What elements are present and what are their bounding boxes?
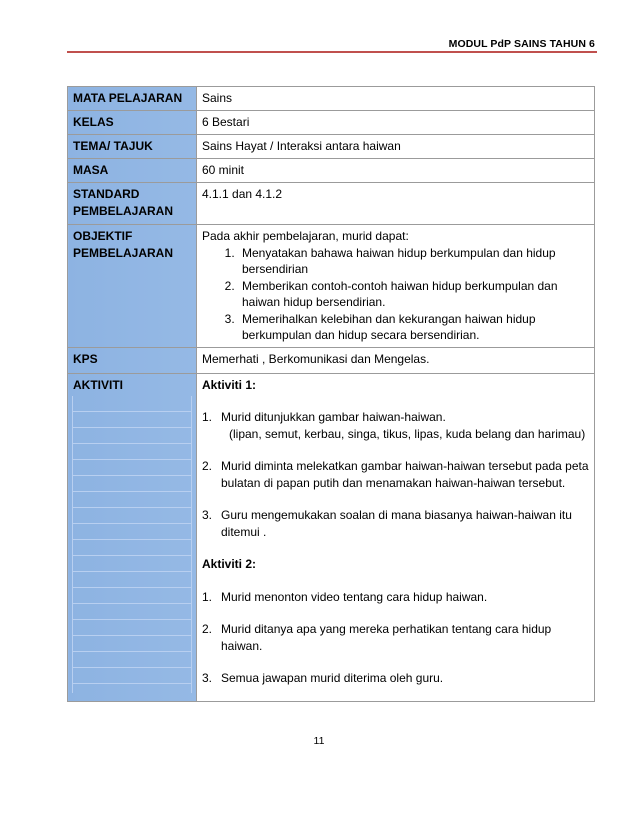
label-mata-pelajaran: MATA PELAJARAN — [68, 87, 197, 111]
table-row-mata-pelajaran — [68, 87, 595, 111]
objektif-item: 2. Memberikan contoh-contoh haiwan hidup berkumpulan dan haiwan hidup bersendirian. — [238, 278, 589, 311]
aktiviti-2-item — [202, 670, 589, 687]
label-aktiviti-cell — [68, 373, 197, 701]
lesson-plan-table — [67, 86, 595, 702]
aktiviti-2-item — [202, 621, 589, 654]
value-kelas: 6 Bestari — [197, 111, 595, 135]
table-row-kps — [68, 347, 595, 373]
aktiviti-2-item — [202, 589, 589, 606]
value-aktiviti — [197, 373, 595, 701]
label-aktiviti: AKTIVITI — [73, 377, 123, 392]
item-number: 1. — [202, 589, 213, 604]
aktiviti-1-item — [202, 409, 589, 442]
item-text: Murid menonton video tentang cara hidup haiwan. — [221, 589, 488, 604]
table-row-objektif — [68, 225, 595, 348]
objektif-list — [202, 245, 589, 344]
item-number: 2. — [202, 622, 213, 636]
item-number: 3. — [202, 508, 213, 522]
label-cell-ruling — [72, 396, 192, 693]
item-number: 1. — [202, 410, 213, 424]
aktiviti-1-title: Aktiviti 1: — [202, 377, 257, 392]
label-masa: MASA — [68, 159, 197, 183]
value-masa: 60 minit — [197, 159, 595, 183]
label-standard-line1: STANDARD — [73, 187, 140, 201]
value-objektif — [197, 225, 595, 348]
item-text: Murid diminta melekatkan gambar haiwan-haiwan tersebut pada peta bulatan di papan putih dan menamakan haiwan-haiwan tersebut. — [221, 459, 589, 490]
value-kps: Memerhati , Berkomunikasi dan Mengelas. — [197, 347, 595, 373]
table-row-kelas — [68, 111, 595, 135]
objektif-item: 3. Memerihalkan kelebihan dan kekurangan haiwan hidup berkumpulan dan hidup secara bersendirian. — [238, 311, 589, 344]
label-objektif-line2: PEMBELAJARAN — [73, 245, 174, 260]
table-row-masa — [68, 159, 595, 183]
label-kps: KPS — [68, 347, 197, 373]
label-kelas: KELAS — [68, 111, 197, 135]
item-text: Semua jawapan murid diterima oleh guru. — [221, 671, 444, 685]
aktiviti-1-item — [202, 507, 589, 540]
objektif-intro: Pada akhir pembelajaran, murid dapat: — [202, 229, 409, 243]
label-tema: TEMA/ TAJUK — [68, 135, 197, 159]
table-row-aktiviti — [68, 373, 595, 701]
item-text: Murid ditunjukkan gambar haiwan-haiwan. — [221, 410, 446, 424]
item-number: 3. — [202, 671, 213, 685]
page-number: 11 — [313, 735, 325, 747]
label-objektif — [68, 225, 197, 348]
label-objektif-line1: OBJEKTIF — [73, 229, 133, 243]
module-header-title: MODUL PdP SAINS TAHUN 6 — [448, 38, 595, 50]
table-row-standard — [68, 183, 595, 225]
value-standard: 4.1.1 dan 4.1.2 — [197, 183, 595, 225]
item-subtext: (lipan, semut, kerbau, singa, tikus, lipas, kuda belang dan harimau) — [229, 426, 586, 441]
item-number: 2. — [202, 459, 213, 473]
value-tema: Sains Hayat / Interaksi antara haiwan — [197, 135, 595, 159]
label-standard — [68, 183, 197, 225]
objektif-item: 1. Menyatakan bahawa haiwan hidup berkumpulan dan hidup bersendirian — [238, 245, 589, 278]
header-rule — [67, 51, 597, 53]
table-row-tema — [68, 135, 595, 159]
item-text: Murid ditanya apa yang mereka perhatikan tentang cara hidup haiwan. — [221, 622, 552, 653]
label-standard-line2: PEMBELAJARAN — [73, 203, 174, 218]
aktiviti-1-item — [202, 458, 589, 491]
item-text: Guru mengemukakan soalan di mana biasanya haiwan-haiwan itu ditemui . — [221, 508, 572, 539]
aktiviti-2-title: Aktiviti 2: — [202, 557, 257, 571]
value-mata-pelajaran: Sains — [197, 87, 595, 111]
